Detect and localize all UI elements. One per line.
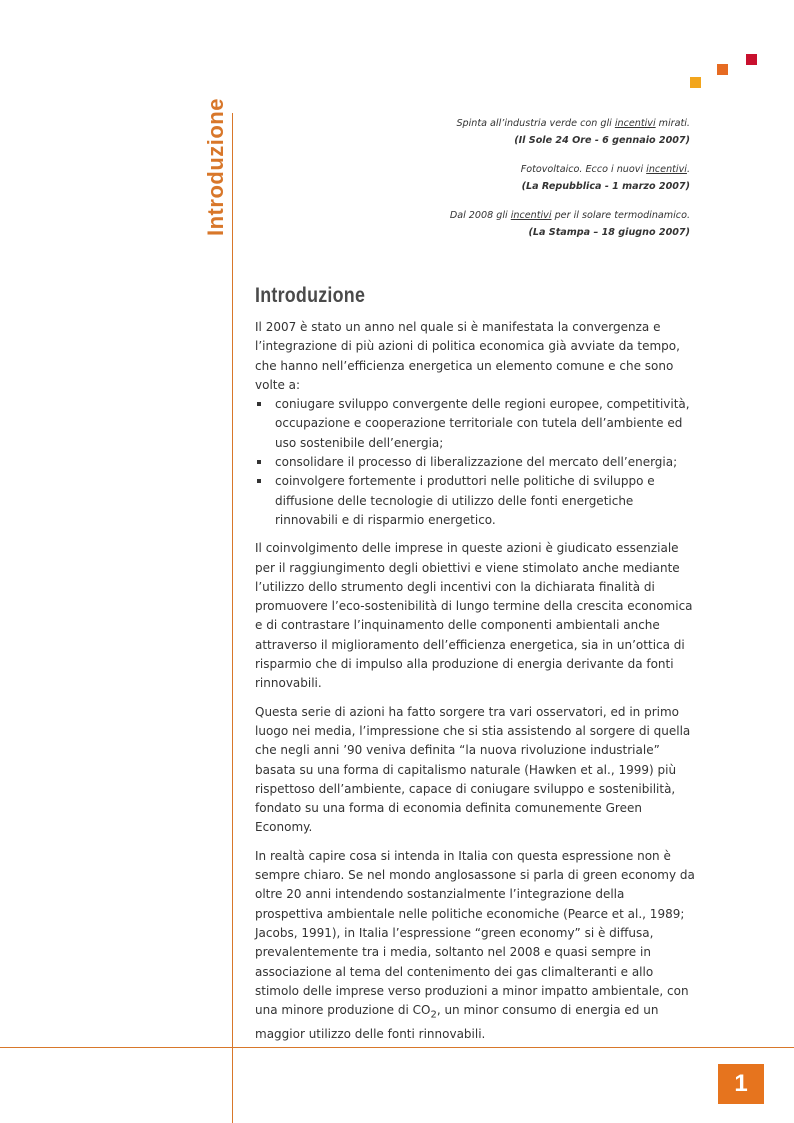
- body-paragraph: Questa serie di azioni ha fatto sorgere tra vari osservatori, ed in primo luogo nei media, l’impressione che si stia assistendo al sorgere di quella che negli anni ’90 veniva definita “la nuova rivoluzione industriale” basata su una forma di capitalismo naturale (Hawken et al., 1999) più rispettoso dell’ambiente, capace di coniugare sviluppo e sostenibilità, fondato su una forma di economia definita comunemente Green Economy.: [255, 704, 691, 835]
- vertical-divider: [232, 113, 233, 1123]
- subscript: 2: [430, 1009, 437, 1021]
- main-content: [255, 284, 695, 1053]
- quote-text: Spinta all’industria verde con gli incentivi mirati.: [456, 118, 690, 129]
- press-quotes: [270, 117, 690, 240]
- list-item: coinvolgere fortemente i produttori nelle politiche di sviluppo e diffusione delle tecnologie di utilizzo delle fonti energetiche rinnovabili e di risparmio energetico.: [255, 472, 695, 530]
- body-paragraph: In realtà capire cosa si intenda in Italia con questa espressione non è sempre chiaro. Se nel mondo anglosassone si parla di green economy da oltre 20 anni intendendo sostanzialmente l’integrazione della prospettiva ambientale nelle politiche economiche (Pearce et al., 1989; Jacobs, 1991), in Italia l’espressione “green economy” si è diffusa, prevalentemente tra i media, soltanto nel 2008 e quasi sempre in associazione al tema del contenimento dei gas climalteranti e allo stimolo delle imprese verso produzioni a minor impatto ambientale, con una minore produzione di $CO_2$, un minor consumo di energia ed un maggior utilizzo delle fonti rinnovabili.: [255, 848, 695, 1041]
- list-item: coniugare sviluppo convergente delle regioni europee, competitività, occupazione e cooperazione territoriale con tutela dell’ambiente ed uso sostenibile dell’energia;: [255, 395, 695, 453]
- page-number: 1: [718, 1064, 764, 1104]
- side-title: Introduzione: [203, 98, 228, 236]
- quote-keyword: incentivi: [614, 118, 656, 129]
- quote-source: (La Stampa – 18 giugno 2007): [528, 227, 690, 238]
- quote-text: Dal 2008 gli incentivi per il solare termodinamico.: [449, 210, 690, 221]
- intro-paragraph: Il 2007 è stato un anno nel quale si è manifestata la convergenza e l’integrazione di più azioni di politica economica già avviate da tempo, che hanno nell’efficienza energetica un elemento comune e che sono volte a:: [255, 320, 680, 392]
- decor-square-yellow: [690, 77, 701, 88]
- quote-source: (Il Sole 24 Ore - 6 gennaio 2007): [514, 135, 690, 146]
- quote-text: Fotovoltaico. Ecco i nuovi incentivi.: [520, 164, 690, 175]
- decor-square-red: [746, 54, 757, 65]
- body-paragraph: Il coinvolgimento delle imprese in queste azioni è giudicato essenziale per il raggiungimento degli obiettivi e viene stimolato anche mediante l’utilizzo dello strumento degli incentivi con la dichiarata finalità di promuovere l’eco-sostenibilità di lungo termine della crescita economica e di contrastare l’inquinamento delle componenti ambientali anche attraverso il miglioramento dell’efficienza energetica, sia in un’ottica di risparmio che di impulso alla produzione di energia derivante da fonti rinnovabili.: [255, 541, 693, 691]
- list-item: consolidare il processo di liberalizzazione del mercato dell’energia;: [255, 453, 695, 472]
- quote-keyword: incentivi: [646, 164, 687, 175]
- quote-source: (La Repubblica - 1 marzo 2007): [521, 181, 690, 192]
- objectives-list: [255, 395, 695, 530]
- quote-keyword: incentivi: [510, 210, 552, 221]
- section-heading: Introduzione: [255, 284, 366, 307]
- decor-square-orange: [717, 64, 728, 75]
